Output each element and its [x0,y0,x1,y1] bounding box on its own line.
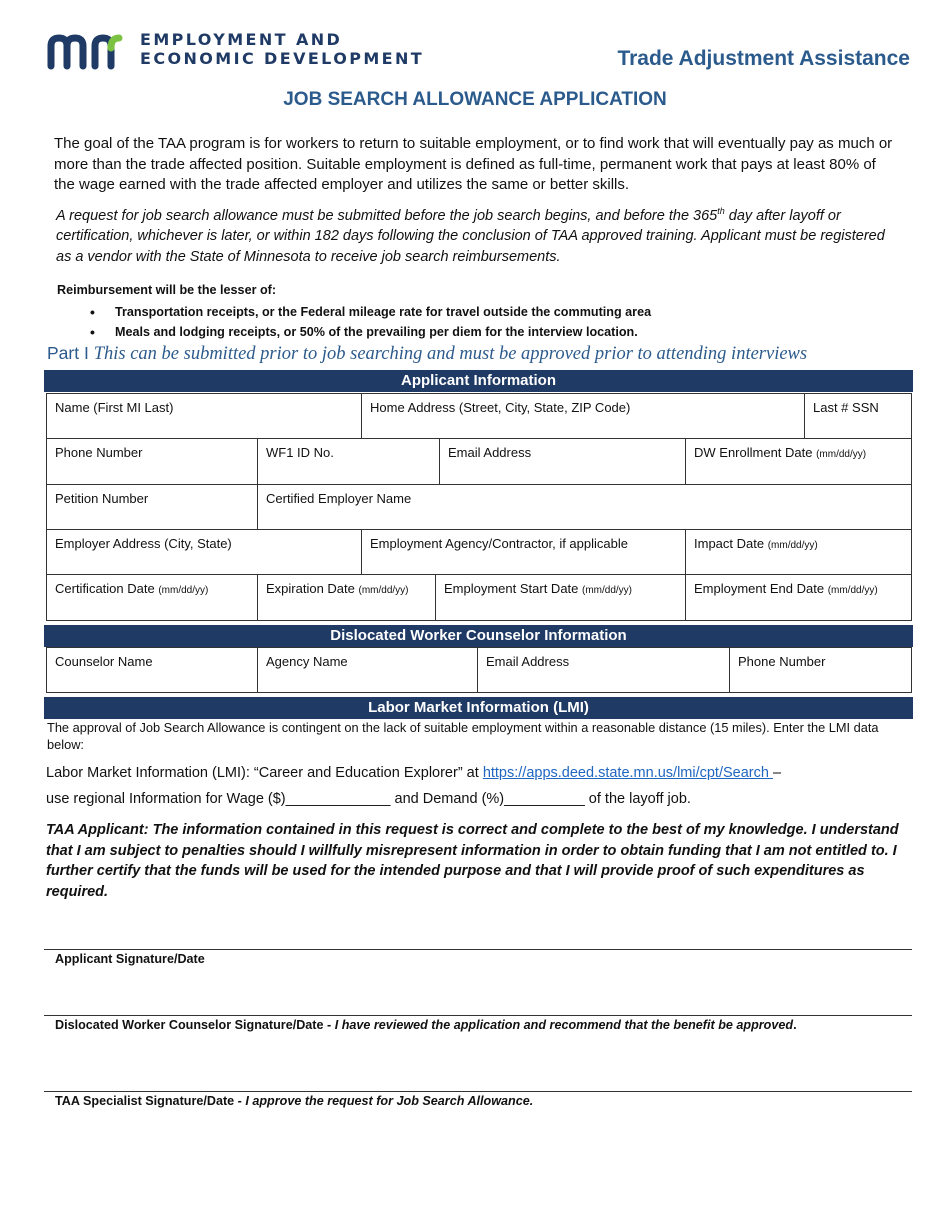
employment-end-date-field[interactable] [686,575,911,620]
field-label: Name (First MI Last) [55,400,174,415]
lmi-prefix: Labor Market Information (LMI): “Career and Education Explorer” at [46,765,483,781]
field-label: Email Address [448,445,532,460]
date-format: (mm/dd/yy) [816,449,867,460]
intro-paragraph: The goal of the TAA program is for workers to return to suitable employment, or to find work that will eventually pay as much or more than the trade affected position. Suitable employment is defined as full-time, permanent work that pays at least 80% of the wage earned with the trade affected employer and utilizes the same or better skills. [54,135,893,193]
lmi-note: The approval of Job Search Allowance is contingent on the lack of suitable employment within a reasonable distance (15 miles). Enter the LMI data below: [47,720,879,752]
home-address-field[interactable] [362,394,805,438]
date-format: (mm/dd/yy) [767,540,818,551]
lmi-section-header: Labor Market Information (LMI) [44,697,913,719]
mn-logo [45,30,125,70]
counselor-section-header: Dislocated Worker Counselor Information [44,625,913,647]
counselor-signature-label [55,1018,797,1032]
field-label: Agency Name [266,654,348,669]
applicant-row-2 [46,439,912,485]
certified-employer-field[interactable] [258,485,911,529]
field-label: Impact Date [694,536,768,551]
lmi-link[interactable]: https://apps.deed.state.mn.us/lmi/cpt/Search [482,765,773,781]
part-one-heading [47,343,917,365]
demand-input[interactable]: __________ [504,791,585,807]
wf1-id-field[interactable] [258,439,440,484]
page-title: JOB SEARCH ALLOWANCE APPLICATION [283,89,667,110]
field-label: Expiration Date [266,581,359,596]
counselor-email-field[interactable] [478,648,730,692]
specialist-signature-line[interactable] [44,1091,912,1092]
field-label: Home Address (Street, City, State, ZIP Code) [370,400,631,415]
certification-date-field[interactable] [47,575,258,620]
applicant-row-4 [46,530,912,575]
lmi-dash: – [772,765,782,781]
field-label: Employment Agency/Contractor, if applicable [370,536,628,551]
field-label: Certified Employer Name [266,491,412,506]
employer-address-field[interactable] [47,530,362,574]
field-label: Email Address [486,654,570,669]
org-line-2: ECONOMIC DEVELOPMENT [140,49,425,68]
notice-paragraph [56,201,886,267]
org-name [140,30,424,68]
list-item: • Transportation receipts, or the Federal mileage rate for travel outside the commuting area [90,302,651,322]
org-line-1: EMPLOYMENT AND [140,30,343,49]
field-label: Employer Address (City, State) [55,536,232,551]
wage-input[interactable]: _____________ [285,791,391,807]
list-item: • Meals and lodging receipts, or 50% of the prevailing per diem for the interview location. [90,322,651,342]
lmi-wage-demand-line [46,791,691,807]
field-label: Employment End Date [694,581,828,596]
name-field[interactable] [47,394,362,438]
dw-enrollment-date-field[interactable] [686,439,911,484]
applicant-section-header: Applicant Information [44,370,913,392]
counselor-phone-field[interactable] [730,648,911,692]
email-field[interactable] [440,439,686,484]
counselor-name-field[interactable] [47,648,258,692]
lmi-text: use regional Information for Wage ($) [46,791,286,807]
notice-sup: th [717,206,725,216]
phone-field[interactable] [47,439,258,484]
field-label: Counselor Name [55,654,153,669]
sig-label-text: Dislocated Worker Counselor Signature/Date - [55,1018,335,1032]
agency-contractor-field[interactable] [362,530,686,574]
agency-name-field[interactable] [258,648,478,692]
sig-note: I have reviewed the application and recommend that the benefit be approved [334,1018,794,1032]
field-label: WF1 ID No. [266,445,334,460]
date-format: (mm/dd/yy) [158,585,209,596]
employment-start-date-field[interactable] [436,575,686,620]
field-label: DW Enrollment Date [694,445,817,460]
program-name: Trade Adjustment Assistance [617,47,910,70]
last-ssn-field[interactable] [805,394,911,438]
field-label: Phone Number [738,654,826,669]
field-label: Employment Start Date [444,581,582,596]
reimbursement-list [90,302,651,342]
expiration-date-field[interactable] [258,575,436,620]
impact-date-field[interactable] [686,530,911,574]
field-label: Certification Date [55,581,159,596]
sig-note: I approve the request for Job Search Allowance. [245,1094,534,1108]
reimbursement-heading: Reimbursement will be the lesser of: [57,283,277,297]
date-format: (mm/dd/yy) [358,585,409,596]
petition-number-field[interactable] [47,485,258,529]
applicant-signature-line[interactable] [44,949,912,950]
lmi-source-line [46,765,781,781]
sig-period: . [793,1018,797,1032]
part-text: This can be submitted prior to job searching and must be approved prior to attending interviews [93,344,808,364]
applicant-signature-label: Applicant Signature/Date [55,952,205,966]
part-label: Part I [47,343,94,363]
applicant-row-5 [46,575,912,621]
counselor-row [46,647,912,693]
lmi-text: and Demand (%) [390,791,505,807]
certification-statement: TAA Applicant: The information contained in this request is correct and complete to the best of my knowledge. I understand that I am subject to penalties should I willfully misrepresent information in order to obtain funding that I am not entitled to. I further certify that the funds will be used for the intended purpose and that I will provide proof of such expenditures as required. [46,822,899,900]
lmi-text: of the layoff job. [584,791,691,807]
date-format: (mm/dd/yy) [827,585,878,596]
notice-text-1: A request for job search allowance must be submitted before the job search begins, and before the 365 [56,207,718,224]
field-label: Petition Number [55,491,149,506]
applicant-row-3 [46,485,912,530]
sig-label-text: TAA Specialist Signature/Date - [55,1094,246,1108]
specialist-signature-label [55,1094,533,1108]
field-label: Phone Number [55,445,143,460]
counselor-signature-line[interactable] [44,1015,912,1016]
notice-text-2: day after layoff or certification, whichever is later, or within 182 days following the conclusion of TAA approved training. Applicant must be registered as a vendor with the State of Minnesota to receive job search reimbursements. [56,207,885,265]
date-format: (mm/dd/yy) [582,585,632,596]
applicant-row-1 [46,393,912,439]
field-label: Last # SSN [813,400,879,415]
